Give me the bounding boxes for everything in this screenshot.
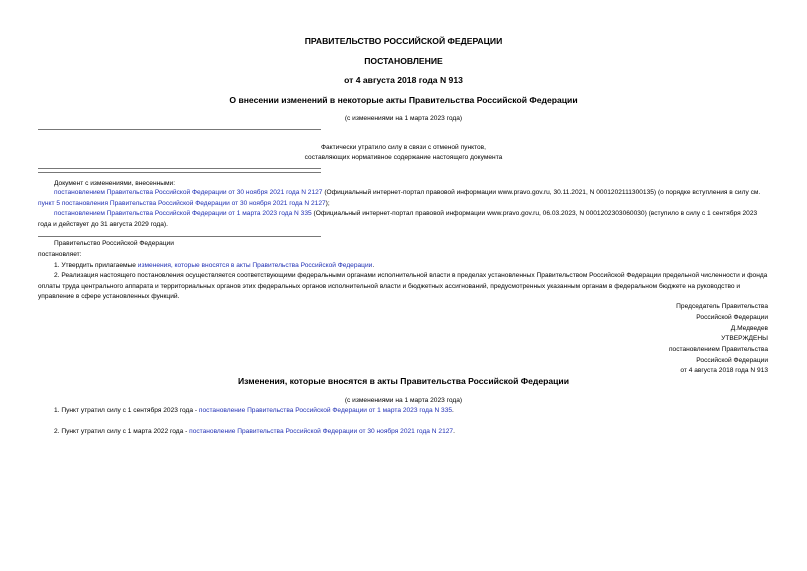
- signature-title: Председатель Правительства: [676, 303, 768, 310]
- approved-label: УТВЕРЖДЕНЫ: [721, 335, 768, 342]
- divider: [38, 236, 321, 237]
- paragraph-1: [54, 261, 374, 270]
- p1-end: .: [372, 262, 375, 269]
- lapsed-note-line2: составляющих нормативное содержание настоящего документа: [304, 154, 503, 161]
- signature-name: Д.Медведев: [730, 325, 768, 332]
- change2-text: (Официальный интернет-портал правовой информации www.pravo.gov.ru, 06.03.2023, N 0001202303060030) (вступило в силу с 1 сентября 2023 года и действует до 31 августа 2029 года).: [38, 210, 758, 228]
- p1-start: 1. Утвердить прилагаемые: [54, 262, 138, 269]
- approved-country: Российской Федерации: [696, 357, 768, 364]
- heading-resolution: ПОСТАНОВЛЕНИЕ: [364, 56, 443, 66]
- p1-link[interactable]: изменения, которые вносятся в акты Правительства Российской Федерации: [137, 262, 373, 269]
- approved-date: от 4 августа 2018 года N 913: [680, 367, 768, 374]
- item2-text: 2. Пункт утратил силу с 1 марта 2022 года -: [54, 428, 190, 435]
- divider: [38, 129, 321, 130]
- changes-intro: Документ с изменениями, внесенными:: [54, 180, 176, 187]
- change1-link2[interactable]: пункт 5 постановления Правительства Российской Федерации от 30 ноября 2021 года N 2127: [38, 199, 326, 207]
- item-1: [54, 406, 454, 415]
- change1-link[interactable]: постановлением Правительства Российской Федерации от 30 ноября 2021 года N 2127: [54, 189, 323, 196]
- document-title: О внесении изменений в некоторые акты Правительства Российской Федерации: [229, 95, 578, 105]
- item1-end: .: [452, 407, 454, 414]
- government-line: Правительство Российской Федерации: [54, 240, 174, 247]
- amended-note: (с изменениями на 1 марта 2023 года): [344, 115, 463, 122]
- item1-link[interactable]: постановление Правительства Российской Федерации от 1 марта 2023 года N 335: [198, 407, 453, 414]
- lapsed-note-line1: Фактически утратило силу в связи с отменой пунктов,: [320, 144, 486, 151]
- heading-date: от 4 августа 2018 года N 913: [344, 75, 463, 85]
- item2-link[interactable]: постановление Правительства Российской Федерации от 30 ноября 2021 года N 2127: [189, 428, 454, 435]
- divider: [38, 168, 321, 169]
- decrees-line: постановляет:: [38, 251, 82, 258]
- change-entry-1: [38, 188, 768, 209]
- changes-note: (с изменениями на 1 марта 2023 года): [344, 397, 463, 404]
- change1-text: (Официальный интернет-портал правовой информации www.pravo.gov.ru, 30.11.2021, N 0001202111300135) (о порядке вступления в силу см.: [322, 189, 761, 196]
- signature-country: Российской Федерации: [696, 314, 768, 321]
- approved-by: постановлением Правительства: [668, 346, 768, 353]
- item1-text: 1. Пункт утратил силу с 1 сентября 2023 года -: [54, 407, 199, 414]
- item2-end: .: [453, 428, 455, 435]
- paragraph-2: 2. Реализация настоящего постановления осуществляется соответствующими федеральными органами исполнительной власти в пределах установленных Правительством Российской Федерации предельной численности и фонда оплаты труда центрального аппарата и территориальных органов этих федеральных органов исполнительной власти и бюджетных ассигнований, предусмотренных указанным органам в федеральном бюджете на руководство и управление в сфере установленных функций.: [38, 272, 768, 300]
- change-entry-2: [38, 209, 768, 230]
- divider: [38, 172, 321, 173]
- change2-link[interactable]: постановлением Правительства Российской Федерации от 1 марта 2023 года N 335: [54, 210, 312, 217]
- change1-end: );: [325, 199, 330, 207]
- changes-title: Изменения, которые вносятся в акты Правительства Российской Федерации: [237, 376, 569, 386]
- item-2: [54, 427, 455, 436]
- heading-government: ПРАВИТЕЛЬСТВО РОССИЙСКОЙ ФЕДЕРАЦИИ: [304, 36, 503, 46]
